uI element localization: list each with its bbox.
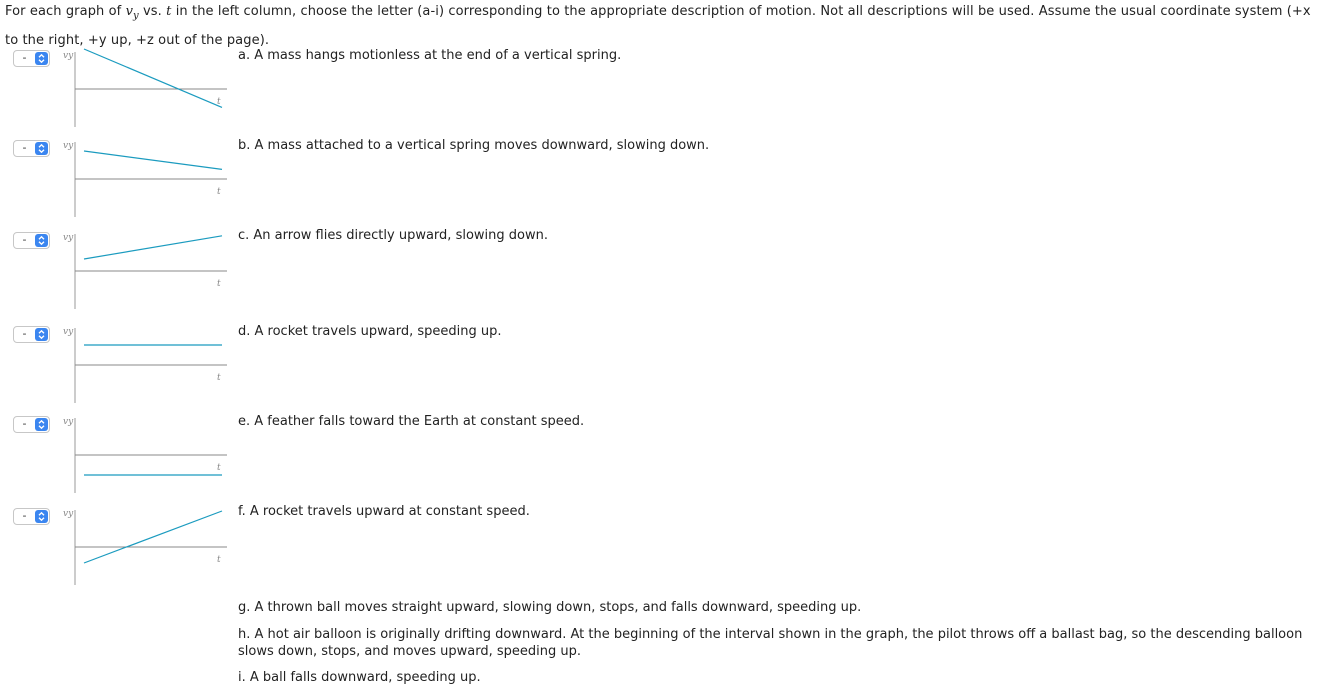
vy-symbol: v — [125, 4, 134, 19]
x-axis-label: t — [217, 279, 221, 289]
x-axis-label: t — [217, 463, 221, 473]
motion-description: g. A thrown ball moves straight upward, slowing down, stops, and falls downward, speeding up. — [238, 600, 862, 615]
answer-select[interactable] — [13, 416, 50, 433]
motion-description: i. A ball falls downward, speeding up. — [238, 670, 481, 685]
vy-vs-t-graph — [60, 135, 230, 221]
vy-vs-t-graph — [60, 45, 230, 131]
y-axis-label: vy — [63, 509, 74, 519]
y-axis-label: vy — [63, 141, 74, 151]
updown-chevron-icon — [35, 142, 48, 155]
graph-row — [0, 321, 232, 401]
t-symbol: t — [166, 4, 172, 19]
motion-description: h. A hot air balloon is originally drifting downward. At the beginning of the interval shown in the graph, the pilot throws off a ballast bag, so the descending balloon slows down, stops, and moves upward, speeding up. — [238, 627, 1303, 659]
answer-select[interactable] — [13, 232, 50, 249]
vy-line — [84, 151, 222, 169]
answer-select[interactable] — [13, 326, 50, 343]
y-axis-label: vy — [63, 51, 74, 61]
x-axis-label: t — [217, 555, 221, 565]
vy-vs-t-graph — [60, 321, 230, 407]
select-value: - — [22, 233, 27, 246]
motion-description: f. A rocket travels upward at constant speed. — [238, 504, 530, 519]
motion-description: c. An arrow flies directly upward, slowing down. — [238, 228, 548, 243]
motion-description: b. A mass attached to a vertical spring moves downward, slowing down. — [238, 138, 710, 153]
updown-chevron-icon — [35, 234, 48, 247]
updown-chevron-icon — [35, 328, 48, 341]
graph-row — [0, 45, 232, 125]
x-axis-label: t — [217, 187, 221, 197]
motion-description: e. A feather falls toward the Earth at constant speed. — [238, 414, 585, 429]
instructions-part1: For each graph of — [5, 4, 126, 19]
motion-description: a. A mass hangs motionless at the end of a vertical spring. — [238, 48, 622, 63]
select-value: - — [22, 51, 27, 64]
graph-row — [0, 503, 232, 583]
instructions-part3: in the left column, choose the letter (a-i) corresponding to the appropriate description of motion. Not all descriptions will be used. Assume the usual coordinate system (+x to the right, +y up, +z out of the page). — [5, 4, 1311, 48]
vy-vs-t-graph — [60, 503, 230, 589]
updown-chevron-icon — [35, 418, 48, 431]
y-axis-label: vy — [63, 327, 74, 337]
graph-row — [0, 135, 232, 215]
vy-line — [84, 236, 222, 259]
instructions-part2: vs. — [138, 4, 167, 19]
x-axis-label: t — [217, 373, 221, 383]
vy-line — [84, 511, 222, 563]
vy-subscript: y — [133, 10, 139, 22]
motion-description: d. A rocket travels upward, speeding up. — [238, 324, 502, 339]
vy-line — [84, 49, 222, 107]
updown-chevron-icon — [35, 52, 48, 65]
answer-select[interactable] — [13, 50, 50, 67]
graph-row — [0, 411, 232, 491]
answer-select[interactable] — [13, 508, 50, 525]
select-value: - — [22, 509, 27, 522]
updown-chevron-icon — [35, 510, 48, 523]
y-axis-label: vy — [63, 233, 74, 243]
select-value: - — [22, 141, 27, 154]
select-value: - — [22, 417, 27, 430]
graph-row — [0, 227, 232, 307]
answer-select[interactable] — [13, 140, 50, 157]
y-axis-label: vy — [63, 417, 74, 427]
x-axis-label: t — [217, 97, 221, 107]
vy-vs-t-graph — [60, 227, 230, 313]
select-value: - — [22, 327, 27, 340]
vy-vs-t-graph — [60, 411, 230, 497]
